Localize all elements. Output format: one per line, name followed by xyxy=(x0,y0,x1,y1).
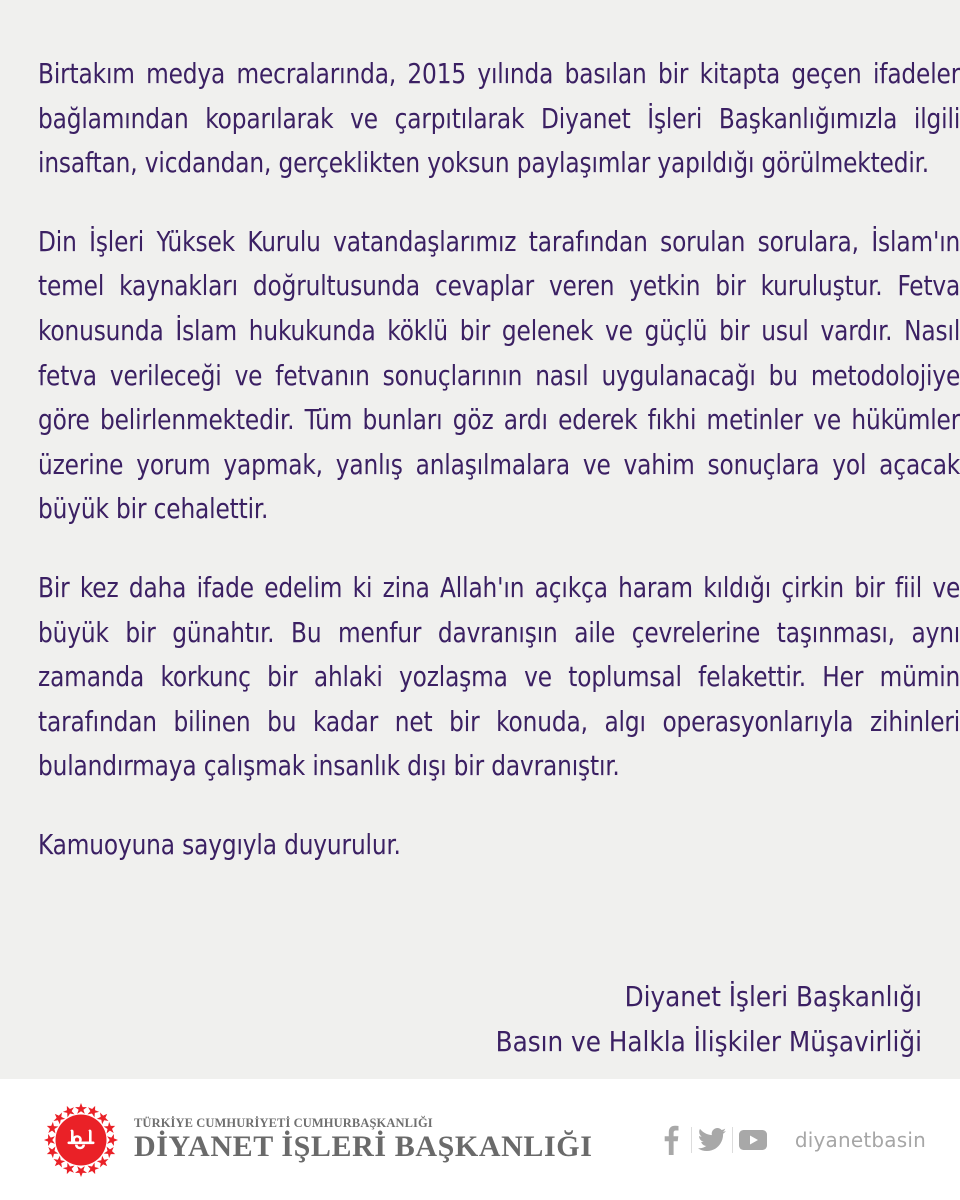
statement-closing-line: Kamuoyuna saygıyla duyurulur. xyxy=(38,828,401,861)
brand-text-block xyxy=(134,1117,593,1163)
social-handle[interactable]: diyanetbasin xyxy=(794,1127,926,1152)
brand-presidency-line: TÜRKİYE CUMHURİYETİ CUMHURBAŞKANLIĞI xyxy=(134,1115,433,1130)
institution-branding xyxy=(44,1103,593,1177)
twitter-icon[interactable] xyxy=(692,1123,732,1157)
signature-block xyxy=(302,975,922,1064)
page-footer xyxy=(0,1079,960,1200)
social-links xyxy=(651,1123,926,1157)
diyanet-seal-icon xyxy=(44,1103,118,1177)
youtube-icon[interactable] xyxy=(733,1123,773,1157)
brand-title-line: DİYANET İŞLERİ BAŞKANLIĞI xyxy=(134,1130,593,1164)
statement-paragraph-1: Birtakım medya mecralarında, 2015 yılında basılan bir kitapta geçen ifadeler bağlamından koparılarak ve çarpıtılarak Diyanet İşleri Başkanlığımızla ilgili insaftan, vicdandan, gerçeklikten yoksun paylaşımlar yapıldığı görülmektedir. xyxy=(38,58,960,180)
statement-paragraph-2: Din İşleri Yüksek Kurulu vatandaşlarımız tarafından sorulan sorulara, İslam'ın temel kaynakları doğrultusunda cevaplar veren yetkin bir kuruluştur. Fetva konusunda İslam hukukunda köklü bir gelenek ve güçlü bir usul vardır. Nasıl fetva verileceği ve fetvanın sonuçlarının nasıl uygulanacağı bu metodolojiye göre belirlenmektedir. Tüm bunları göz ardı ederek fıkhi metinler ve hükümler üzerine yorum yapmak, yanlış anlaşılmalara ve vahim sonuçlara yol açacak büyük bir cehalettir. xyxy=(38,225,960,526)
signature-organization: Diyanet İşleri Başkanlığı xyxy=(624,981,922,1013)
statement-paragraph-3: Bir kez daha ifade edelim ki zina Allah'ın açıkça haram kıldığı çirkin bir fiil ve büyük bir günahtır. Bu menfur davranışın aile çevrelerine taşınması, aynı zamanda korkunç bir ahlaki yozlaşma ve toplumsal felakettir. Her mümin tarafından bilinen bu kadar net bir konuda, algı operasyonlarıyla zihinleri bulandırmaya çalışmak insanlık dışı bir davranıştır. xyxy=(38,571,960,783)
facebook-icon[interactable] xyxy=(651,1123,691,1157)
signature-department: Basın ve Halkla İlişkiler Müşavirliği xyxy=(495,1025,922,1058)
